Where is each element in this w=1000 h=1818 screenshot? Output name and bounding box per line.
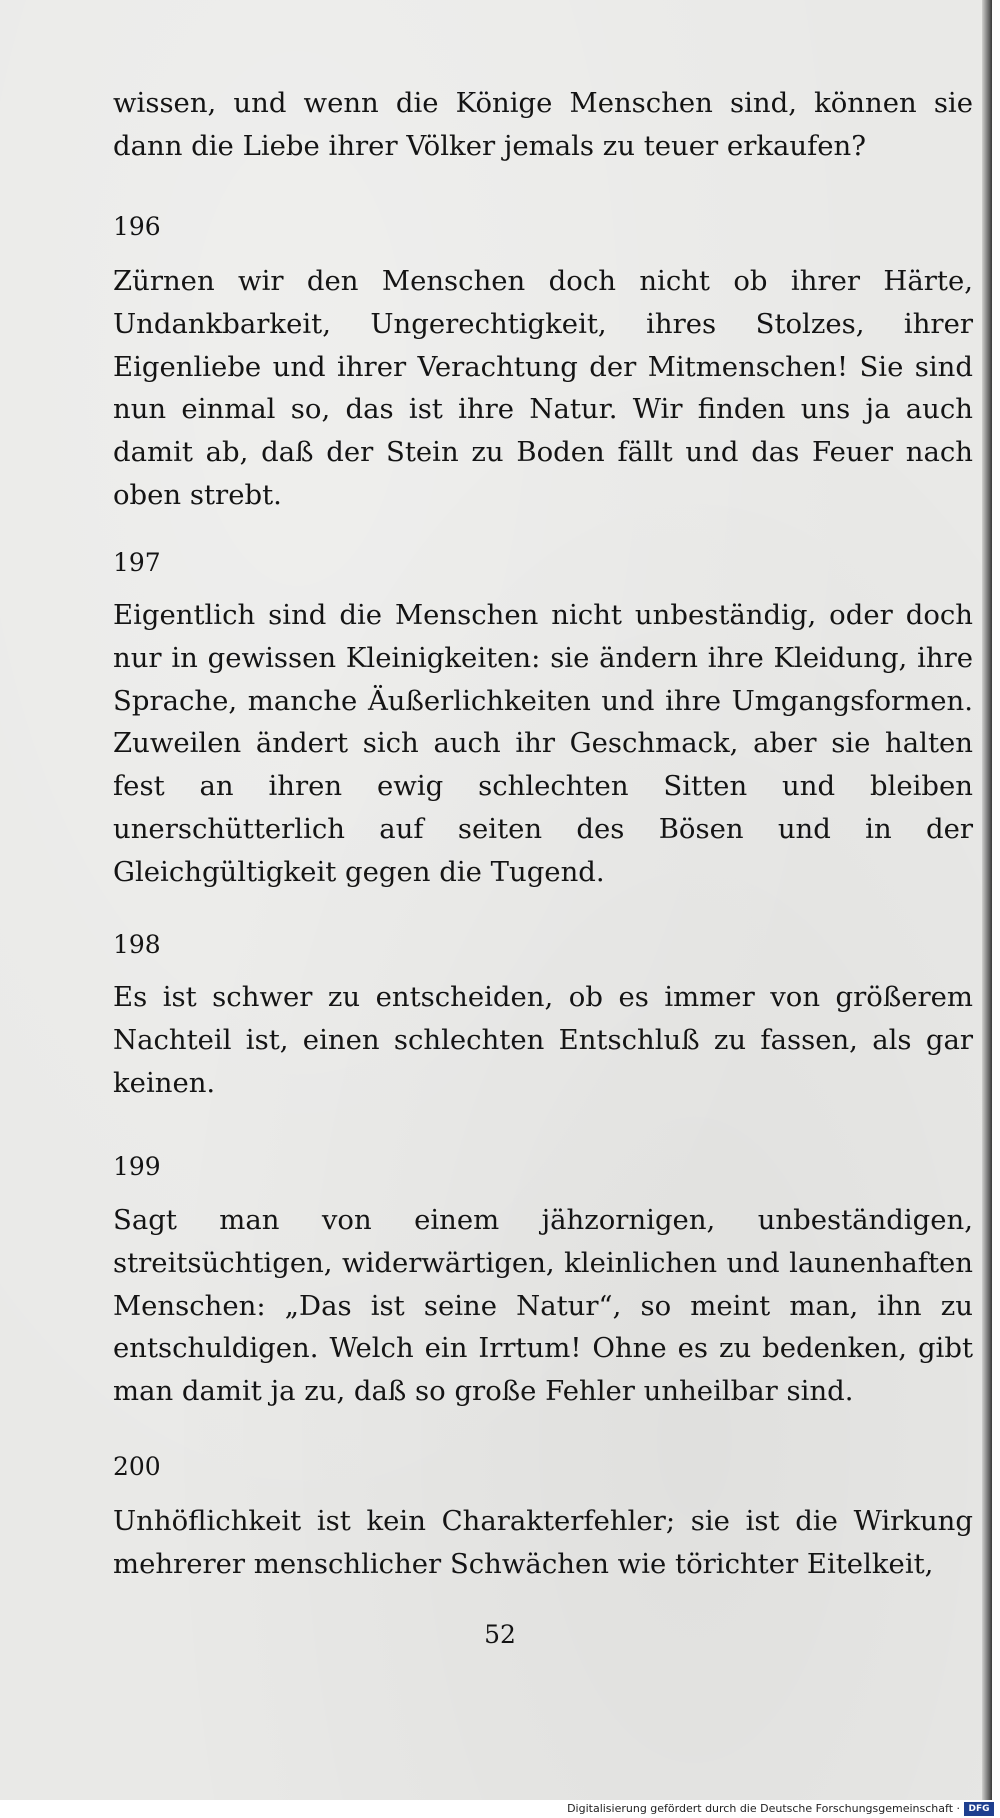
maxim-number-196: 196	[113, 212, 161, 241]
page-number: 52	[484, 1620, 516, 1649]
maxim-number-200: 200	[113, 1452, 161, 1481]
dfg-logo-icon: DFG	[964, 1802, 994, 1816]
page-edge-shadow	[982, 0, 992, 1800]
maxim-number-197: 197	[113, 548, 161, 577]
maxim-text-199: Sagt man von einem jähzornigen, unbeständigen, streitsüchtigen, widerwärtigen, kleinlichen und launenhaften Menschen: „Das ist seine Natur“, so meint man, ihn zu entschuldigen. Welch ein Irrtum! Ohne es zu bedenken, gibt man damit ja zu, daß so große Fehler unheilbar sind.	[113, 1204, 973, 1408]
maxim-text-200: Unhöflichkeit ist kein Charakterfehler; sie ist die Wirkung mehrerer menschlicher Schwächen wie törichter Eitelkeit,	[113, 1505, 973, 1580]
maxim-number-199: 199	[113, 1152, 161, 1181]
digitization-credit: Digitalisierung gefördert durch die Deutsche Forschungsgemeinschaft ·	[567, 1802, 960, 1815]
maxim-text-196: Zürnen wir den Menschen doch nicht ob ihrer Härte, Undankbarkeit, Ungerechtigkeit, ihres Stolzes, ihrer Eigenliebe und ihrer Verachtung der Mitmenschen! Sie sind nun einmal so, das ist ihre Natur. Wir finden uns ja auch damit ab, daß der Stein zu Boden fällt und das Feuer nach oben strebt.	[113, 265, 973, 511]
maxim-number-198: 198	[113, 930, 161, 959]
maxim-text-198: Es ist schwer zu entscheiden, ob es immer von größerem Nachteil ist, einen schlechten Entschluß zu fassen, als gar keinen.	[113, 981, 973, 1099]
intro-paragraph: wissen, und wenn die Könige Menschen sind, können sie dann die Liebe ihrer Völker jemals zu teuer erkaufen?	[113, 87, 973, 162]
maxim-text-197: Eigentlich sind die Menschen nicht unbeständig, oder doch nur in gewissen Kleinigkeiten: sie ändern ihre Kleidung, ihre Sprache, manche Äußerlichkeiten und ihre Umgangsformen. Zuweilen ändert sich auch ihr Geschmack, aber sie halten fest an ihren ewig schlechten Sitten und bleiben unerschütterlich auf seiten des Bösen und in der Gleichgültigkeit gegen die Tugend.	[113, 599, 973, 888]
